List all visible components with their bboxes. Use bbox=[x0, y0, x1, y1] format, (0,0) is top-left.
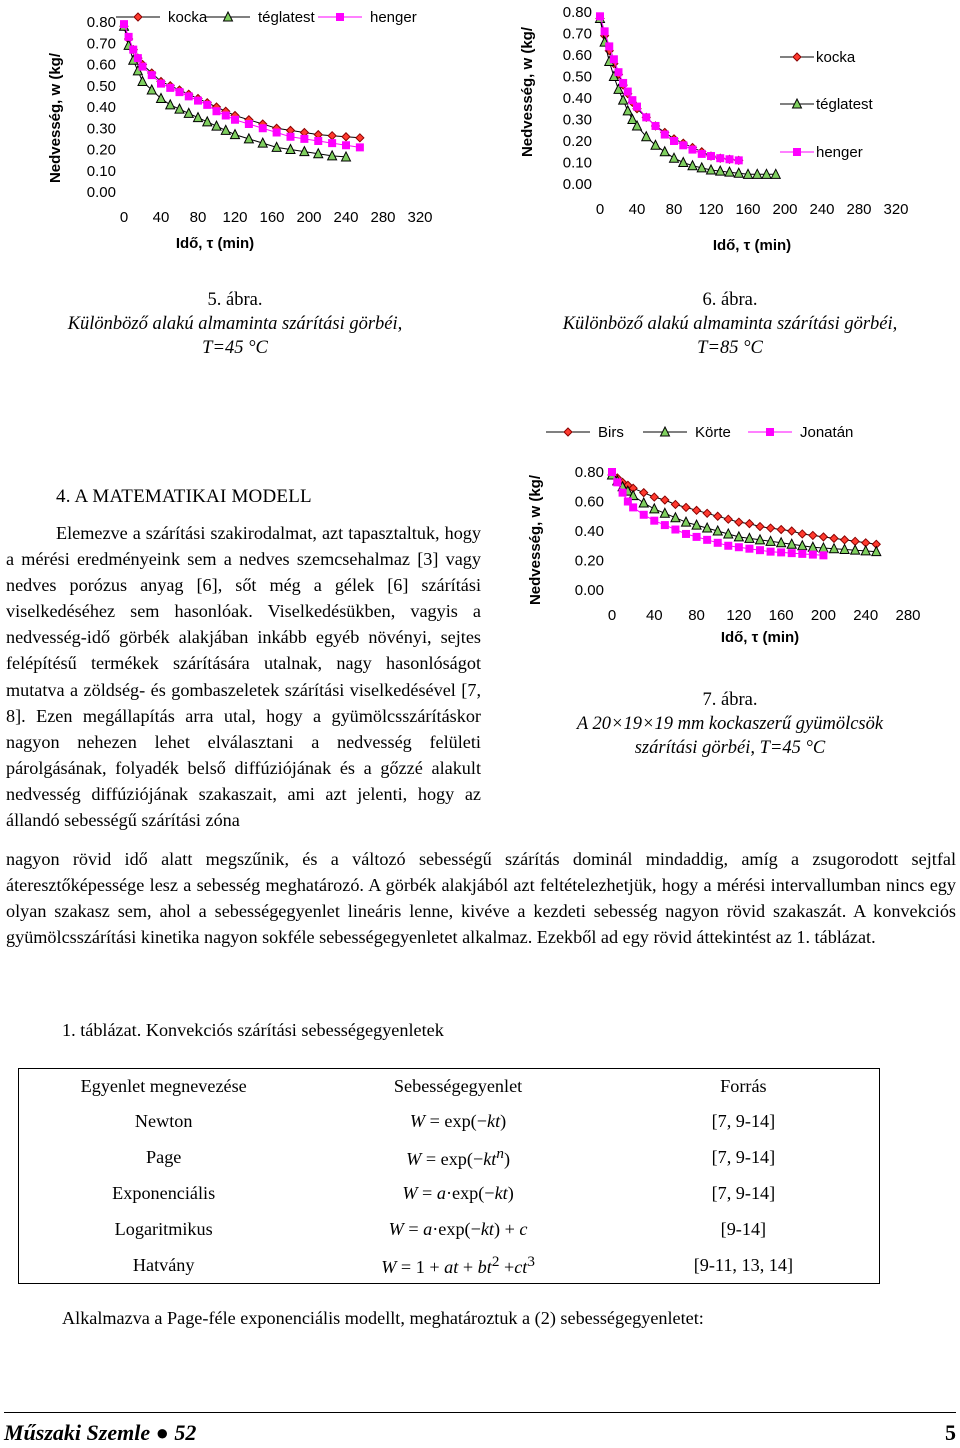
footer-journal: Műszaki Szemle ● 52 bbox=[4, 1420, 197, 1445]
x-tick-label: 240 bbox=[853, 607, 879, 624]
equation-newton: W = exp(−kt) bbox=[409, 1110, 507, 1131]
y-tick-label: 0.10 bbox=[86, 162, 116, 180]
data-point-téglatest bbox=[623, 106, 632, 115]
data-point-Birs bbox=[650, 493, 658, 501]
data-point-Birs bbox=[682, 503, 690, 511]
row-name: Newton bbox=[134, 1110, 193, 1131]
figure-5-text-2: T=45 °C bbox=[202, 338, 268, 358]
x-tick-label: 200 bbox=[296, 209, 322, 226]
data-point-Birs bbox=[777, 526, 785, 534]
data-point-Jonatán bbox=[650, 517, 658, 525]
data-point-henger bbox=[342, 141, 350, 149]
row-name: Exponenciális bbox=[112, 1182, 216, 1203]
x-tick-label: 80 bbox=[189, 209, 207, 226]
data-point-Jonatán bbox=[693, 533, 701, 541]
y-tick-label: 0.60 bbox=[562, 47, 592, 64]
data-point-henger bbox=[624, 88, 632, 96]
figure-7-chart bbox=[490, 420, 960, 660]
data-point-henger bbox=[134, 54, 142, 62]
data-point-Jonatán bbox=[619, 489, 627, 497]
footer-rule bbox=[4, 1412, 956, 1413]
y-tick-label: 0.60 bbox=[86, 56, 116, 74]
x-tick-label: 320 bbox=[407, 209, 433, 226]
table-title: 1. táblázat. Konvekciós szárítási sebességegyenletek bbox=[62, 1020, 444, 1040]
data-point-henger bbox=[356, 143, 364, 151]
y-tick-label: 0.20 bbox=[562, 133, 592, 150]
data-point-téglatest bbox=[688, 161, 697, 170]
y-tick-label: 0.20 bbox=[86, 141, 116, 159]
x-tick-label: 280 bbox=[370, 209, 396, 226]
y-tick-label: 0.80 bbox=[562, 4, 592, 21]
x-tick-label: 120 bbox=[698, 201, 724, 218]
x-tick-label: 240 bbox=[333, 209, 359, 226]
data-point-Körte bbox=[639, 498, 648, 507]
data-point-téglatest bbox=[628, 115, 637, 124]
after-table-text: Alkalmazva a Page-féle exponenciális modellt, meghatároztuk a (2) sebességegyenletet: bbox=[62, 1308, 704, 1328]
y-tick-label: 0.00 bbox=[86, 184, 116, 201]
data-point-téglatest bbox=[157, 94, 166, 103]
equation-exponential: W = a·exp(−kt) bbox=[402, 1182, 514, 1203]
data-point-henger bbox=[139, 63, 147, 71]
figure-5-caption bbox=[20, 288, 450, 360]
equation-page: $W = \exp(-kt^n)$ bbox=[406, 1144, 510, 1169]
equation-power: W = 1 + at + $bt^2 +ct^3$ bbox=[381, 1252, 535, 1277]
x-tick-label: 120 bbox=[726, 607, 752, 624]
row-equation bbox=[308, 1103, 607, 1139]
y-tick-label: 0.40 bbox=[574, 523, 604, 540]
figure-7-caption bbox=[510, 688, 950, 760]
data-point-téglatest bbox=[651, 140, 660, 149]
y-tick-label: 0.40 bbox=[86, 99, 116, 116]
data-point-henger bbox=[698, 150, 706, 158]
data-point-henger bbox=[605, 42, 613, 50]
y-tick-label: 0.40 bbox=[562, 90, 592, 107]
row-source: [9-14] bbox=[720, 1218, 767, 1239]
figure-6-caption bbox=[510, 288, 950, 360]
data-point-henger bbox=[213, 107, 221, 115]
data-point-téglatest bbox=[670, 153, 679, 162]
data-point-Jonatán bbox=[735, 543, 743, 551]
data-point-henger bbox=[735, 156, 743, 164]
data-point-téglatest bbox=[660, 147, 669, 156]
footer-page-number: 5 bbox=[945, 1420, 956, 1445]
x-tick-label: 0 bbox=[607, 607, 617, 624]
data-point-téglatest bbox=[194, 113, 203, 122]
data-point-Körte bbox=[682, 517, 691, 526]
table-row bbox=[19, 1175, 880, 1211]
figure-6-text-2: T=85 °C bbox=[697, 338, 763, 358]
data-point-Birs bbox=[714, 512, 722, 520]
figure-7-text-2: szárítási görbéi, T=45 °C bbox=[634, 738, 826, 758]
data-point-téglatest bbox=[175, 104, 184, 113]
y-tick-label: 0.50 bbox=[86, 77, 116, 95]
data-point-Jonatán bbox=[714, 539, 722, 547]
equation-logarithmic: W = a·exp(−kt) + c bbox=[388, 1218, 528, 1239]
data-point-henger bbox=[157, 80, 165, 88]
data-point-Birs bbox=[756, 523, 764, 531]
y-axis-label: Nedvesség, w (kg/ bbox=[519, 26, 536, 158]
data-point-henger bbox=[129, 46, 137, 54]
data-point-Jonatán bbox=[661, 521, 669, 529]
data-point-henger bbox=[679, 141, 687, 149]
data-point-téglatest bbox=[231, 130, 240, 139]
x-axis-label: Idő, τ (min) bbox=[720, 629, 800, 646]
data-point-Birs bbox=[640, 489, 648, 497]
legend-marker-kocka bbox=[134, 13, 142, 21]
y-tick-label: 0.60 bbox=[574, 493, 604, 511]
data-point-Körte bbox=[650, 504, 659, 513]
row-source: [9-11, 13, 14] bbox=[693, 1254, 794, 1275]
legend-label-Birs: Birs bbox=[598, 424, 624, 441]
legend-marker-Birs bbox=[564, 428, 572, 436]
row-source: [7, 9-14] bbox=[711, 1110, 776, 1131]
data-point-henger bbox=[125, 33, 133, 41]
legend-marker-kocka bbox=[793, 53, 801, 61]
data-point-Jonatán bbox=[724, 542, 732, 550]
header-name: Egyenlet megnevezése bbox=[80, 1075, 247, 1096]
legend-label-kocka: kocka bbox=[168, 9, 208, 26]
data-point-henger bbox=[166, 84, 174, 92]
data-point-Jonatán bbox=[756, 546, 764, 554]
data-point-henger bbox=[661, 131, 669, 139]
data-point-Jonatán bbox=[613, 478, 621, 486]
data-point-Birs bbox=[735, 518, 743, 526]
legend-label-Körte: Körte bbox=[695, 424, 731, 441]
data-point-henger bbox=[194, 97, 202, 105]
data-point-henger bbox=[596, 12, 604, 20]
table-row bbox=[19, 1211, 880, 1247]
row-name: Logaritmikus bbox=[114, 1218, 213, 1239]
data-point-Birs bbox=[671, 500, 679, 508]
header-equation: Sebességegyenlet bbox=[393, 1075, 523, 1096]
data-point-henger bbox=[707, 152, 715, 160]
row-source: [7, 9-14] bbox=[711, 1182, 776, 1203]
table-row bbox=[19, 1139, 880, 1175]
data-point-Jonatán bbox=[671, 526, 679, 534]
data-point-Birs bbox=[661, 496, 669, 504]
y-tick-label: 0.70 bbox=[562, 25, 592, 43]
figure-5-chart bbox=[0, 0, 460, 270]
y-axis-label: Nedvesség, w (kg/ bbox=[47, 52, 64, 184]
data-point-henger bbox=[610, 55, 618, 63]
data-point-Birs bbox=[819, 533, 827, 541]
data-point-henger bbox=[670, 137, 678, 145]
data-point-henger bbox=[245, 120, 253, 128]
data-point-henger bbox=[652, 122, 660, 130]
y-tick-label: 0.10 bbox=[562, 154, 592, 172]
legend-marker-Jonatán bbox=[766, 428, 774, 436]
data-point-henger bbox=[328, 139, 336, 147]
legend-label-kocka: kocka bbox=[816, 49, 856, 66]
table-header-row bbox=[19, 1069, 880, 1104]
row-equation bbox=[308, 1247, 607, 1284]
y-tick-label: 0.20 bbox=[574, 552, 604, 570]
table-row bbox=[19, 1103, 880, 1139]
data-point-henger bbox=[300, 135, 308, 143]
section-paragraph-1: Elemezve a szárítási szakirodalmat, azt tapasztaltuk, hogy a mérési eredményeink sem a nedves szemcsehalmaz [3] vagy nedves porózus anyag [6], sőt még a gélek [6] szárítási viselkedéséhez sem hasonlóak. Viselkedésükben, vagyis a nedvesség-idő görbék alakjában inkább egyéb növényi, sejtes felépítésű termékek szárítására utalnak, nagy hasonlóságot mutatva a zöldség- és gombaszeletek szárítási viselkedésével [7, 8]. Ezen megállapítás arra utal, hogy a gyümölcsszárításkor nagyon nehezen lehet elválasztani a nedvesség felületi párolgásának, folyadék belső diffúziójának és a gőzzé alakult nedvesség diffúziójának szakaszait, ami azt jelenti, hogy az állandó sebességű szárítási zóna bbox=[6, 523, 481, 831]
data-point-kocka bbox=[356, 134, 364, 142]
legend-label-téglatest: téglatest bbox=[258, 9, 315, 26]
legend-marker-henger bbox=[336, 13, 344, 21]
data-point-Birs bbox=[724, 515, 732, 523]
data-point-henger bbox=[176, 88, 184, 96]
data-point-Jonatán bbox=[629, 503, 637, 511]
legend-label-Jonatán: Jonatán bbox=[800, 424, 854, 441]
row-equation bbox=[308, 1211, 607, 1247]
data-point-Birs bbox=[693, 506, 701, 514]
section-title: 4. A MATEMATIKAI MODELL bbox=[56, 486, 312, 507]
data-point-kocka bbox=[328, 132, 336, 140]
data-point-Jonatán bbox=[608, 468, 616, 476]
row-equation bbox=[308, 1175, 607, 1211]
row-equation bbox=[308, 1139, 607, 1175]
data-point-henger bbox=[273, 129, 281, 137]
figure-7-number: 7. ábra. bbox=[702, 690, 758, 710]
data-point-Körte bbox=[671, 513, 680, 522]
data-point-kocka bbox=[342, 133, 350, 141]
data-point-henger bbox=[222, 112, 230, 120]
x-tick-label: 160 bbox=[768, 607, 794, 624]
x-tick-label: 0 bbox=[595, 201, 605, 218]
equations-table bbox=[18, 1068, 880, 1284]
figure-5-number: 5. ábra. bbox=[207, 290, 263, 310]
table-row bbox=[19, 1247, 880, 1284]
data-point-Jonatán bbox=[703, 536, 711, 544]
legend-label-henger: henger bbox=[370, 9, 417, 26]
data-point-Körte bbox=[660, 508, 669, 517]
data-point-Birs bbox=[841, 536, 849, 544]
data-point-henger bbox=[287, 133, 295, 141]
figure-6-number: 6. ábra. bbox=[702, 290, 758, 310]
x-tick-label: 200 bbox=[810, 607, 836, 624]
data-point-henger bbox=[314, 137, 322, 145]
data-point-henger bbox=[689, 146, 697, 154]
x-tick-label: 200 bbox=[772, 201, 798, 218]
x-axis-label: Idő, τ (min) bbox=[712, 237, 792, 254]
x-tick-label: 320 bbox=[883, 201, 909, 218]
data-point-Jonatán bbox=[640, 511, 648, 519]
data-point-Jonatán bbox=[819, 551, 827, 559]
data-point-Birs bbox=[767, 524, 775, 532]
data-point-henger bbox=[716, 154, 724, 162]
data-point-henger bbox=[231, 116, 239, 124]
data-point-henger bbox=[615, 68, 623, 76]
data-point-téglatest bbox=[221, 125, 230, 134]
data-point-Jonatán bbox=[745, 545, 753, 553]
x-tick-label: 160 bbox=[259, 209, 285, 226]
y-tick-label: 0.70 bbox=[86, 35, 116, 53]
y-tick-label: 0.30 bbox=[86, 120, 116, 138]
figure-6-chart bbox=[480, 0, 960, 270]
data-point-téglatest bbox=[184, 108, 193, 117]
figure-7-text-1: A 20×19×19 mm kockaszerű gyümölcsök bbox=[576, 714, 884, 734]
x-tick-label: 40 bbox=[628, 201, 646, 218]
x-tick-label: 80 bbox=[688, 607, 705, 624]
data-point-Birs bbox=[788, 527, 796, 535]
x-tick-label: 40 bbox=[645, 607, 663, 624]
data-point-Birs bbox=[830, 534, 838, 542]
y-tick-label: 0.30 bbox=[562, 111, 592, 129]
data-point-henger bbox=[633, 103, 641, 111]
data-point-téglatest bbox=[166, 100, 175, 109]
x-tick-label: 0 bbox=[119, 209, 129, 226]
data-point-téglatest bbox=[203, 117, 212, 126]
data-point-téglatest bbox=[212, 121, 221, 130]
row-name: Page bbox=[146, 1146, 182, 1167]
data-point-Jonatán bbox=[777, 548, 785, 556]
data-point-Jonatán bbox=[809, 551, 817, 559]
x-tick-label: 280 bbox=[895, 607, 921, 624]
data-point-henger bbox=[148, 71, 156, 79]
x-tick-label: 80 bbox=[665, 201, 683, 218]
x-axis-label: Idő, τ (min) bbox=[175, 235, 255, 252]
y-tick-label: 0.50 bbox=[562, 68, 592, 86]
y-tick-label: 0.80 bbox=[574, 464, 604, 481]
header-source: Forrás bbox=[720, 1075, 767, 1096]
y-tick-label: 0.80 bbox=[86, 14, 116, 31]
data-point-henger bbox=[642, 113, 650, 121]
data-point-Jonatán bbox=[682, 530, 690, 538]
figure-5-text-1: Különböző alakú almaminta szárítási görbéi, bbox=[67, 314, 403, 334]
legend-label-henger: henger bbox=[816, 144, 863, 161]
data-point-henger bbox=[619, 79, 627, 87]
row-name: Hatvány bbox=[132, 1254, 195, 1275]
data-point-henger bbox=[601, 27, 609, 35]
x-tick-label: 40 bbox=[152, 209, 170, 226]
data-point-Jonatán bbox=[767, 548, 775, 556]
y-axis-label: Nedvesség, w (kg/ bbox=[527, 474, 544, 606]
legend-marker-henger bbox=[793, 148, 801, 156]
data-point-téglatest bbox=[138, 77, 147, 86]
x-tick-label: 160 bbox=[735, 201, 761, 218]
data-point-téglatest bbox=[679, 158, 688, 167]
y-tick-label: 0.00 bbox=[562, 176, 592, 193]
x-tick-label: 280 bbox=[846, 201, 872, 218]
data-point-henger bbox=[120, 20, 128, 28]
data-point-Birs bbox=[703, 509, 711, 517]
y-tick-label: 0.00 bbox=[574, 582, 604, 599]
data-point-henger bbox=[185, 92, 193, 100]
data-point-henger bbox=[203, 101, 211, 109]
data-point-henger bbox=[259, 124, 267, 132]
data-point-Birs bbox=[745, 520, 753, 528]
x-tick-label: 120 bbox=[222, 209, 248, 226]
section-paragraph-2: nagyon rövid idő alatt megszűnik, és a változó sebességű szárítás dominál mindaddig, amíg a zsugorodott sejtfal áteresztőképessége lesz a sebesség meghatározó. A görbék alakjából azt feltételezhetjük, hogy a mérési intervallumban nincs egy olyan szakasz sem, ahol a sebességegyenlet lineáris lenne, kivéve a kezdeti sebesség nagyon rövid szakaszát. A konvekciós gyümölcsszárítási kinetika nagyon sokféle sebességegyenletet alkalmaz. Ezekből ad egy rövid áttekintést az 1. táblázat. bbox=[6, 849, 956, 948]
row-source: [7, 9-14] bbox=[711, 1146, 776, 1167]
data-point-Jonatán bbox=[798, 550, 806, 558]
legend-label-téglatest: téglatest bbox=[816, 96, 873, 113]
figure-6-text-1: Különböző alakú almaminta szárítási görbéi, bbox=[562, 314, 898, 334]
x-tick-label: 240 bbox=[809, 201, 835, 218]
data-point-Birs bbox=[798, 530, 806, 538]
data-point-henger bbox=[726, 155, 734, 163]
data-point-téglatest bbox=[147, 85, 156, 94]
data-point-Jonatán bbox=[788, 549, 796, 557]
data-point-Birs bbox=[809, 531, 817, 539]
